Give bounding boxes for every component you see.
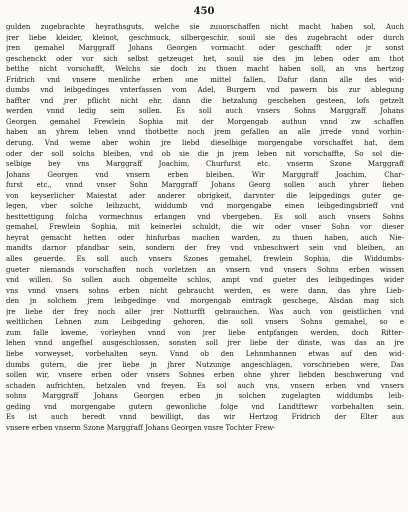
text-line: Johans Georgen vnd vnsern erben bleiben. Wir Marggraff Joachim, Char- — [6, 170, 404, 179]
text-line: den jn solchem jrem leibgedinge vnd morgengab eintragk geschege, Alsdan mag sich — [6, 297, 404, 306]
text-line: sohns Marggraff Johans Georgen erben jn solchen zugelagten widdumbs leib- — [6, 392, 404, 401]
text-line: jrer liebe kleider, kleinot, geschmuck, silbergeschir, souil sie des zugebracht oder durch — [6, 33, 404, 42]
text-line: furst etc., vnnd vnser Sohn Marggraff Johans Georg sollen auch yhrer lieben — [6, 181, 404, 190]
text-line: betthe nicht vorschafft, Welchs sie doch zu thuen macht haben soll, an vns hertzog — [6, 65, 404, 74]
text-line: gulden zugebrachte heyrathsguts, welche sie zuuorschaffen nicht macht haben sol, Auch — [6, 23, 404, 31]
text-line: mandts darnor pfandbar sein, sondern der frey vnd vnbeschwert sein vnd bleiben, an — [6, 244, 404, 253]
text-line: besttettigung folcha vormechnus erlangen vnd vbergeben. Es soll auch vnsers Sohns — [6, 212, 404, 221]
text-line: selbige bey vns Marggraff Joachim, Churfurst etc. vnserm Szone Marggraff — [6, 160, 404, 169]
text-line: geschenckt oder vor sich selbst getzeuget het, souil sie des jm leben oder am thot — [6, 54, 404, 63]
text-line: gueter niemands vorschaffen noch vorletzen an vnsern vnd vnsers Sohns erben wissen — [6, 265, 404, 274]
text-line: dumbs gutern, die jrer liebe jn jhrer Nutzunge angeschlagen, vorschrieben were, Das — [6, 360, 404, 369]
text-line: werden vnnd ledig sein sollen. Es soll auch vnsers Sohns Marggraff Johans — [6, 107, 404, 116]
text-line: legen, vber solche leibzucht, widdumb vnd morgengabe einen leibgedingsbrieff vnd — [6, 202, 404, 211]
text-line: weltlichen Lehnen zum Leibgeding gehoren, die soll vnsers Sohns gemahel, so e — [6, 318, 404, 327]
text-line: heyrat gemacht hetten oder hinfurbas machen warden, zu thuen haben, auch Nie- — [6, 233, 404, 242]
text-line: jren gemahel Marggraff Johans Georgen vormacht oder geschafft oder jr sonst — [6, 44, 404, 53]
text-line: lehen vnnd angefhel ausgeschlossen, sonsten soll jrer liebe der dinste, was das an jre — [6, 339, 404, 348]
text-line: jre liebe der frey noch aller jrer Notturfft gebrauchen. Was auch von geistlichen vnd — [6, 307, 404, 316]
text-line: derung. Vnd weme aber wohin jre liebd dieselbige morgengabe vorschaffet hat, dem — [6, 139, 404, 148]
text-line: dumbs vnd leibgedinges vnterfassen vom Adel, Burgern vnd pawern bis zur ablegung — [6, 86, 404, 95]
body-text — [6, 22, 404, 433]
text-line: Georgen gemahel Frewlein Sophia mit der Morgengab authun vnnd zw schaffen — [6, 117, 404, 126]
text-line: haffter vnd jrer pflicht nicht ehr, dann die betzalung geschehen gesteen, lofs getzelt — [6, 96, 404, 105]
text-line: zum falle kweme, vorleyhen vnnd von jrer liebe entpfangen werden, doch Ritter- — [6, 328, 404, 337]
text-line: oder der soll solchs bleiben, vnd ob sie die jn jrem leben nit vorschaffte, So sol die- — [6, 149, 404, 158]
text-line: gemahel, Frewlein Sophia, mit keinerlei schuldt, die wir oder vnser Sohn vor dieser — [6, 223, 404, 232]
text-line: sollen wir, vnsere erben oder vnsers Sohnes erben ohne yhrer liebden beschwerung vnd — [6, 371, 404, 380]
page-number: 450 — [193, 6, 215, 17]
text-line: haben an yhrem leben vnnd thotbette noch jrem gefallen an alle jrrede vnnd vorhin- — [6, 128, 404, 137]
text-line: liebe vorweyset, vorbehalten seyn. Vnnd ob den Lehnmhannen etwas auf den wid- — [6, 349, 404, 358]
text-line: Es ist auch beredt vnnd bewilligt, das wir Hertzog Fridrich der Elter aus — [6, 413, 404, 422]
text-line: vnd willen. So sollen auch obgemelte schlos, ampt vnd gueter des leibgedinges wider — [6, 276, 404, 285]
text-line: Fridrich vnd vnsere menliche erben one mittel fallen, Dafur dann alle des wid- — [6, 75, 404, 84]
text-line: vns vnnd vnsers sohns erben nicht gebraucht werden, es were dann, das yhre Lieb- — [6, 286, 404, 295]
text-line: schaden aufrichten, betzalen vnd freyen. Es sol auch vns, vnsern erben vnd vnsers — [6, 381, 404, 390]
text-line: alles geuerde. Es soll auch vnsers Szones gemahel, frewlein Sophia, die Widdumbs- — [6, 255, 404, 264]
text-line: vnsere erben vnserm Szone Marggraff Johans Georgen vnsre Tochter Frew- — [6, 423, 276, 432]
text-line: geding vnd morgengabe gutern gewonliche folge vnd Landtftewr vorbehalten sein. — [6, 402, 404, 411]
text-line: von keyserlicher Maiestat ader anderer obrigkeit, darvnter die leipgedings guter ge- — [6, 191, 404, 200]
